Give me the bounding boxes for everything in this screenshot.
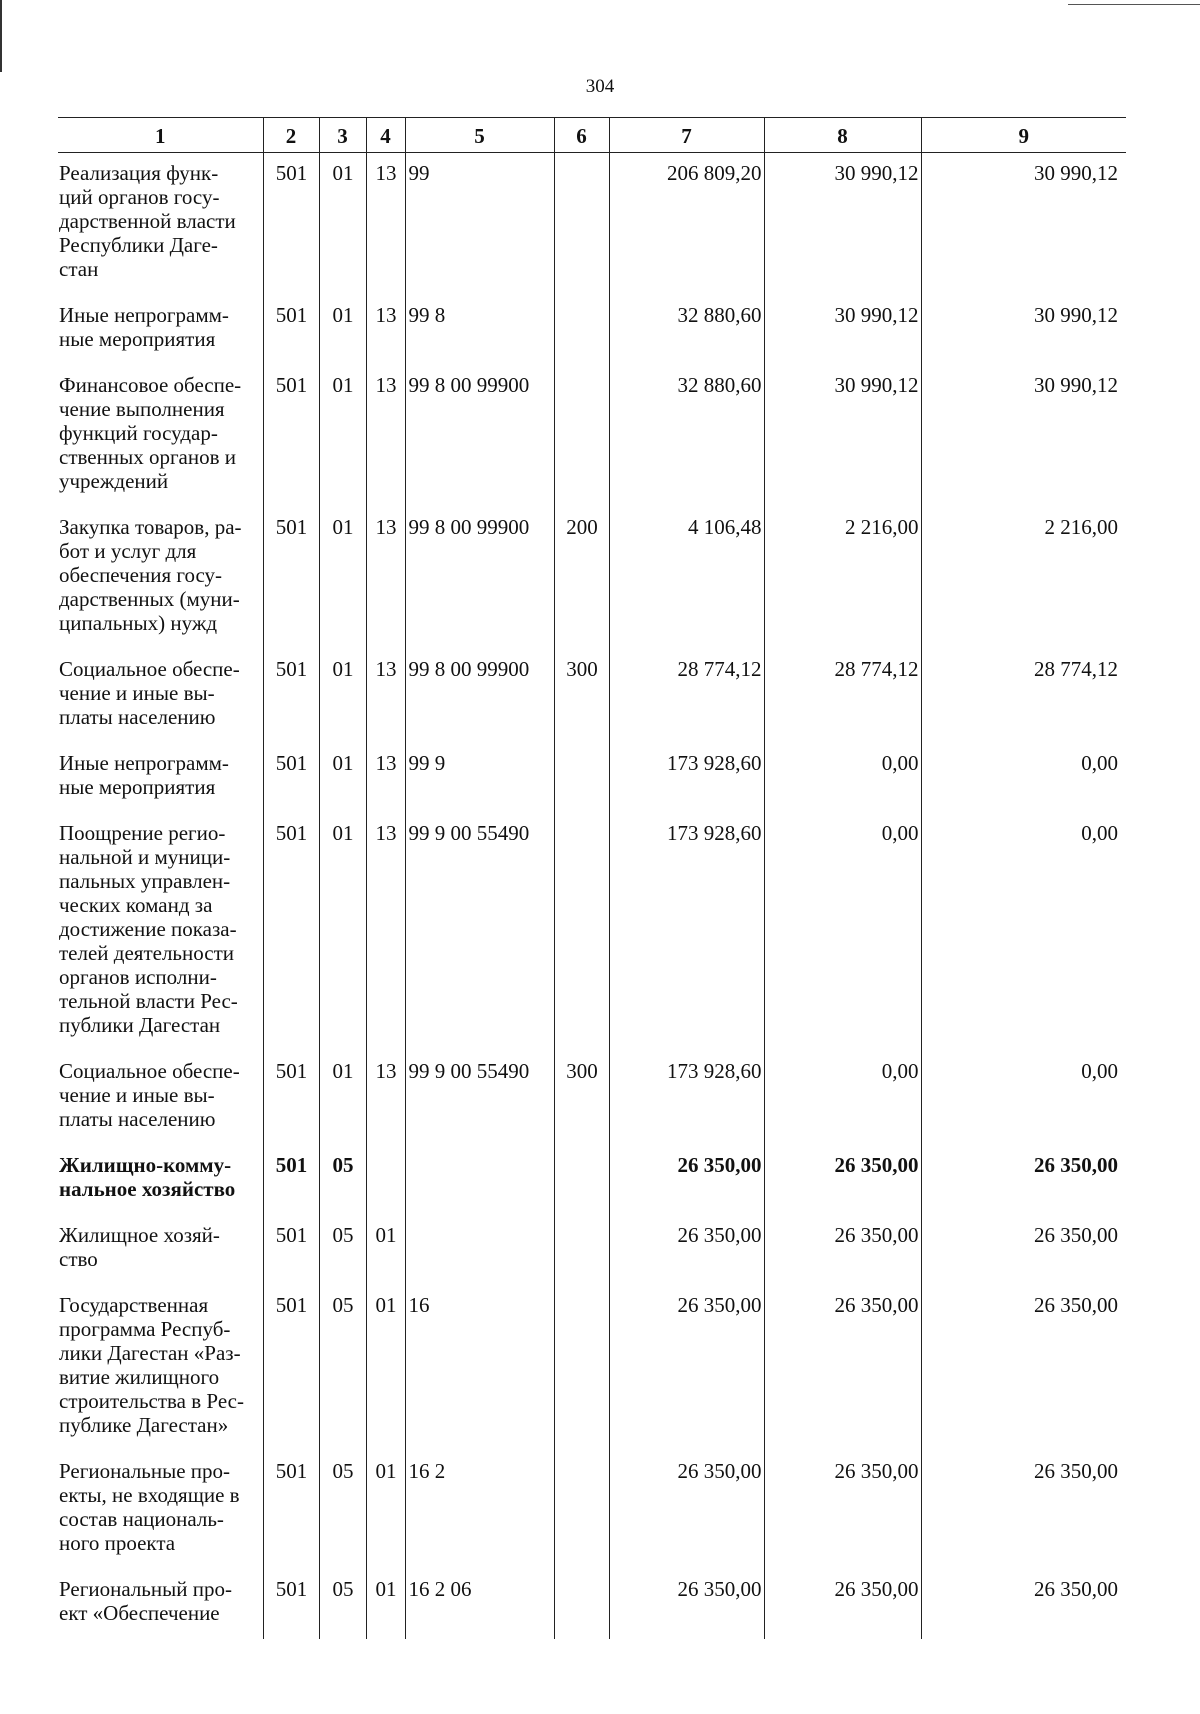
cell-col-5: 16 [405,1285,554,1451]
cell-col-5: 99 8 [405,295,554,365]
row-name: Государственная программа Респуб- лики Дагестан «Раз- витие жилищного строительства в Рес- публике Дагестан» [59,1293,244,1437]
cell-col-6 [554,1145,609,1215]
cell-col-3: 01 [319,649,366,743]
cell-col-5: 99 9 00 55490 [405,813,554,1051]
cell-col-6 [554,1569,609,1639]
column-header-1: 1 [58,118,263,153]
cell-col-7: 26 350,00 [609,1215,764,1285]
table-row [58,1145,1126,1215]
cell-col-2: 501 [263,743,319,813]
column-header-6: 6 [554,118,609,153]
cell-col-8: 26 350,00 [764,1451,921,1569]
cell-col-5: 99 9 00 55490 [405,1051,554,1145]
cell-col-3: 01 [319,365,366,507]
cell-col-6: 300 [554,1051,609,1145]
table-body [58,153,1126,1640]
cell-col-6 [554,1215,609,1285]
row-name: Финансовое обеспе- чение выполнения функций государ- ственных органов и учреждений [59,373,242,493]
cell-col-5: 99 8 00 99900 [405,365,554,507]
cell-col-9: 26 350,00 [921,1285,1126,1451]
cell-col-4: 13 [366,365,405,507]
header-row [58,118,1126,153]
table-row [58,649,1126,743]
row-name: Реализация функ- ций органов госу- дарственной власти Республики Даге- стан [59,161,236,281]
cell-col-8: 0,00 [764,743,921,813]
cell-col-4: 13 [366,153,405,296]
row-name: Региональные про- екты, не входящие в состав националь- ного проекта [59,1459,240,1555]
cell-col-2: 501 [263,507,319,649]
row-name: Иные непрограмм- ные мероприятия [59,751,229,799]
row-name: Социальное обеспе- чение и иные вы- платы населению [59,657,240,729]
cell-col-2: 501 [263,295,319,365]
cell-col-7: 173 928,60 [609,743,764,813]
cell-col-2: 501 [263,153,319,296]
cell-col-2: 501 [263,1215,319,1285]
budget-table [58,117,1126,1639]
cell-col-4: 13 [366,743,405,813]
table-row [58,1451,1126,1569]
cell-col-7: 26 350,00 [609,1451,764,1569]
cell-col-5 [405,1145,554,1215]
cell-col-6 [554,365,609,507]
cell-col-5: 99 [405,153,554,296]
cell-col-9: 28 774,12 [921,649,1126,743]
cell-col-6 [554,1451,609,1569]
cell-col-9: 26 350,00 [921,1451,1126,1569]
cell-col-8: 26 350,00 [764,1215,921,1285]
cell-col-9: 26 350,00 [921,1569,1126,1639]
cell-col-6 [554,153,609,296]
cell-col-4: 01 [366,1215,405,1285]
cell-col-4: 01 [366,1569,405,1639]
cell-col-9: 26 350,00 [921,1145,1126,1215]
cell-col-7: 26 350,00 [609,1285,764,1451]
table-row [58,1215,1126,1285]
cell-col-8: 30 990,12 [764,295,921,365]
cell-col-4: 13 [366,507,405,649]
cell-col-3: 05 [319,1285,366,1451]
cell-col-5 [405,1215,554,1285]
cell-col-2: 501 [263,1451,319,1569]
row-name: Закупка товаров, ра- бот и услуг для обеспечения госу- дарственных (муни- ципальных) нужд [59,515,242,635]
cell-col-2: 501 [263,1051,319,1145]
cell-col-8: 2 216,00 [764,507,921,649]
cell-col-7: 32 880,60 [609,295,764,365]
table-row [58,295,1126,365]
cell-col-5: 99 8 00 99900 [405,649,554,743]
cell-col-7: 28 774,12 [609,649,764,743]
cell-col-2: 501 [263,1145,319,1215]
cell-col-6: 200 [554,507,609,649]
cell-col-4: 01 [366,1285,405,1451]
row-name: Жилищное хозяй- ство [59,1223,220,1271]
row-name: Поощрение регио- нальной и муници- пальных управлен- ческих команд за достижение показа- телей деятельности органов исполни- тельной власти Рес- публики Дагестан [59,821,238,1037]
cell-col-4: 13 [366,295,405,365]
column-header-7: 7 [609,118,764,153]
cell-col-8: 30 990,12 [764,153,921,296]
cell-col-4: 01 [366,1451,405,1569]
cell-col-7: 32 880,60 [609,365,764,507]
column-header-4: 4 [366,118,405,153]
cell-col-6 [554,1285,609,1451]
cell-col-3: 01 [319,295,366,365]
cell-col-2: 501 [263,649,319,743]
cell-col-7: 173 928,60 [609,813,764,1051]
cell-col-2: 501 [263,1569,319,1639]
row-name: Региональный про- ект «Обеспечение [59,1577,232,1625]
cell-col-5: 16 2 [405,1451,554,1569]
cell-col-3: 05 [319,1451,366,1569]
cell-col-2: 501 [263,365,319,507]
cell-col-6 [554,813,609,1051]
cell-col-7: 26 350,00 [609,1569,764,1639]
column-header-3: 3 [319,118,366,153]
cell-col-3: 01 [319,153,366,296]
cell-col-3: 05 [319,1569,366,1639]
cell-col-4: 13 [366,1051,405,1145]
cell-col-5: 99 8 00 99900 [405,507,554,649]
cell-col-7: 173 928,60 [609,1051,764,1145]
cell-col-4 [366,1145,405,1215]
row-name: Жилищно-комму- нальное хозяйство [59,1153,236,1201]
cell-col-8: 0,00 [764,813,921,1051]
table-row [58,1569,1126,1639]
scan-corner-line [1068,4,1200,5]
column-header-9: 9 [921,118,1126,153]
cell-col-9: 26 350,00 [921,1215,1126,1285]
cell-col-8: 26 350,00 [764,1285,921,1451]
cell-col-8: 28 774,12 [764,649,921,743]
cell-col-7: 26 350,00 [609,1145,764,1215]
cell-col-4: 13 [366,813,405,1051]
table-row [58,365,1126,507]
table-row [58,1285,1126,1451]
column-header-5: 5 [405,118,554,153]
cell-col-3: 05 [319,1145,366,1215]
row-name: Иные непрограмм- ные мероприятия [59,303,229,351]
cell-col-9: 30 990,12 [921,365,1126,507]
cell-col-3: 05 [319,1215,366,1285]
cell-col-8: 0,00 [764,1051,921,1145]
cell-col-9: 0,00 [921,1051,1126,1145]
cell-col-9: 30 990,12 [921,295,1126,365]
cell-col-9: 30 990,12 [921,153,1126,296]
scan-edge-line [0,0,2,72]
table-row [58,813,1126,1051]
row-name: Социальное обеспе- чение и иные вы- платы населению [59,1059,240,1131]
cell-col-5: 99 9 [405,743,554,813]
cell-col-9: 0,00 [921,743,1126,813]
table-row [58,743,1126,813]
cell-col-3: 01 [319,813,366,1051]
cell-col-8: 26 350,00 [764,1569,921,1639]
cell-col-7: 4 106,48 [609,507,764,649]
cell-col-3: 01 [319,743,366,813]
cell-col-9: 0,00 [921,813,1126,1051]
page-number: 304 [585,76,615,97]
column-header-8: 8 [764,118,921,153]
cell-col-2: 501 [263,1285,319,1451]
column-header-2: 2 [263,118,319,153]
cell-col-3: 01 [319,1051,366,1145]
cell-col-5: 16 2 06 [405,1569,554,1639]
cell-col-6 [554,743,609,813]
cell-col-2: 501 [263,813,319,1051]
cell-col-8: 30 990,12 [764,365,921,507]
cell-col-6: 300 [554,649,609,743]
table-row [58,153,1126,296]
cell-col-8: 26 350,00 [764,1145,921,1215]
cell-col-9: 2 216,00 [921,507,1126,649]
cell-col-6 [554,295,609,365]
cell-col-3: 01 [319,507,366,649]
table-row [58,1051,1126,1145]
table-row [58,507,1126,649]
cell-col-4: 13 [366,649,405,743]
cell-col-7: 206 809,20 [609,153,764,296]
